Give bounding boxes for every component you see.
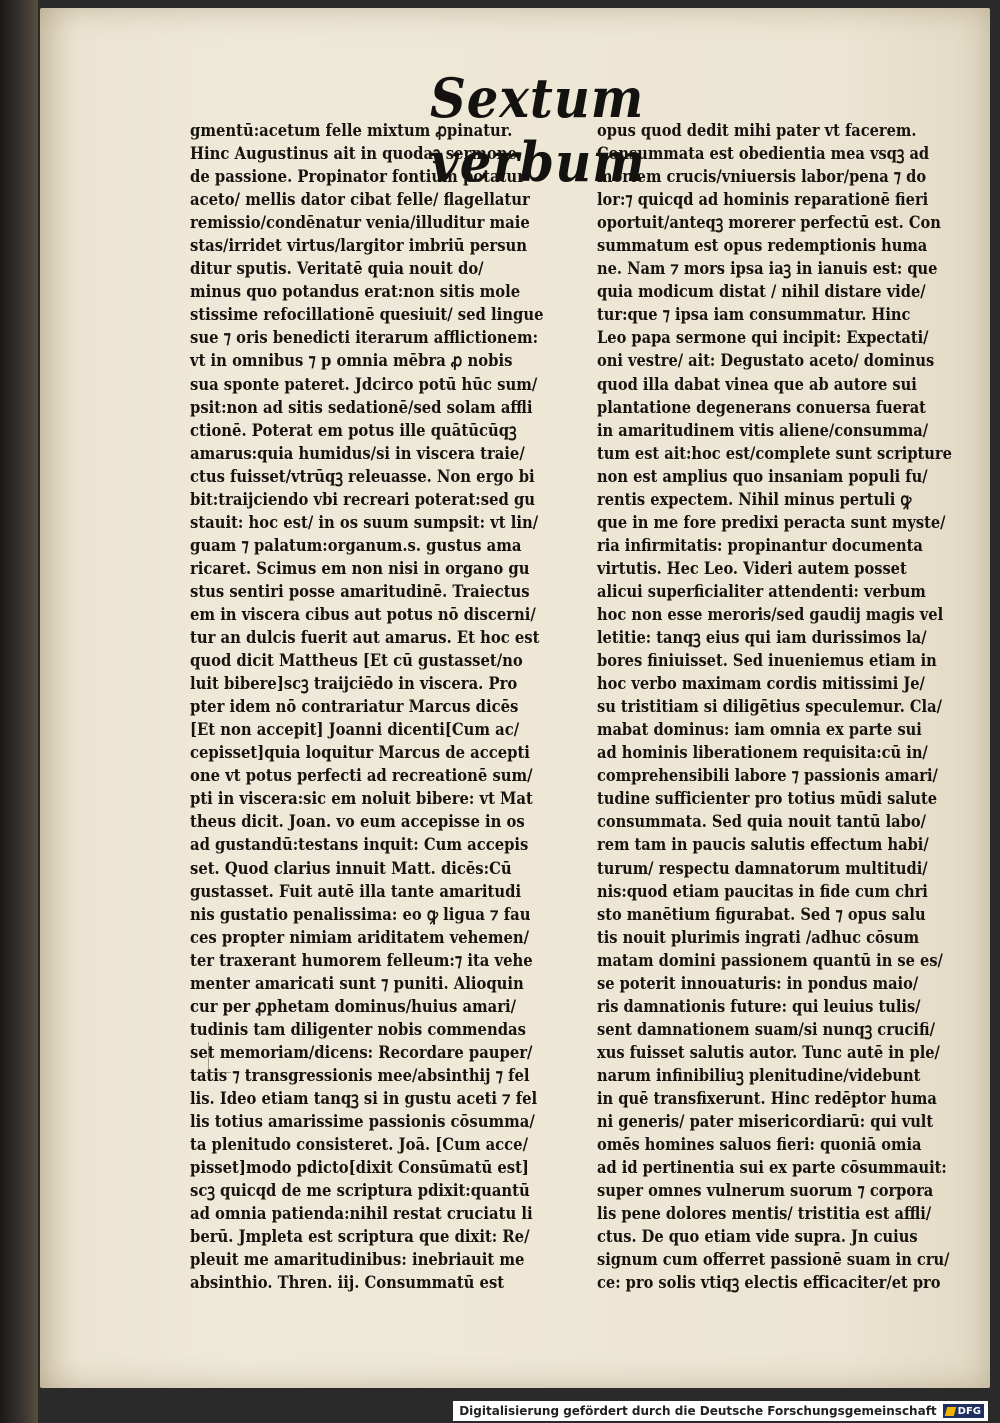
text-line: menter amaricati sunt ⁊ puniti. Alioquin	[190, 973, 524, 994]
text-line: letitie: tanqꝫ eius qui iam durissimos la/	[597, 628, 927, 649]
text-line: ad id pertinentia sui ex parte cōsummauit:	[597, 1158, 947, 1179]
text-line: ctus. De quo etiam vide supra. Jn cuius	[597, 1227, 918, 1248]
text-line: comprehensibili labore ⁊ passionis amari/	[597, 766, 938, 787]
dfg-mark-icon	[944, 1407, 955, 1416]
text-line: remissio/condēnatur venia/illuditur maie	[190, 213, 530, 234]
text-line: lis totius amarissime passionis cōsumma/	[190, 1112, 535, 1133]
text-line: de passione. Propinator fontium potatur	[190, 167, 525, 188]
text-line: mortem crucis/vniuersis labor/pena ⁊ do	[597, 167, 927, 188]
text-line: psit:non ad sitis sedationē/sed solam affli	[190, 397, 533, 418]
text-line: minus quo potandus erat:non sitis mole	[190, 282, 521, 303]
text-line: stas/irridet virtus/largitor imbriū persun	[190, 236, 528, 257]
text-line: vt in omnibus ⁊ p omnia mēbra ꝓ nobis	[190, 351, 513, 372]
text-line: tatis ⁊ transgressionis mee/absinthij ⁊ fel	[190, 1065, 530, 1086]
text-line: consummata. Sed quia nouit tantū labo/	[597, 812, 926, 833]
text-line: in amaritudinem vitis aliene/consumma/	[597, 420, 929, 441]
text-line: tur an dulcis fuerit aut amarus. Et hoc est	[190, 628, 540, 649]
text-line: one vt potus perfecti ad recreationē sum/	[190, 766, 533, 787]
dfg-logo-text: DFG	[957, 1405, 981, 1417]
text-line: quod dicit Mattheus [Et cū gustasset/no	[190, 651, 523, 672]
text-line: aceto/ mellis dator cibat felle/ flagellatur	[190, 190, 530, 211]
text-line: ter traxerant humorem felleum:⁊ ita vehe	[190, 950, 533, 971]
text-line: tis nouit plurimis ingrati /adhuc cōsum	[597, 927, 920, 948]
text-line: ne. Nam ⁊ mors ipsa iaꝫ in ianuis est: que	[597, 259, 938, 280]
text-line: virtutis. Hec Leo. Videri autem posset	[597, 558, 907, 579]
text-line: ctus fuisset/vtrūqꝫ releuasse. Non ergo bi	[190, 466, 535, 487]
text-line: ad hominis liberationem requisita:cū in/	[597, 743, 928, 764]
text-line: lis pene dolores mentis/ tristitia est affli/	[597, 1204, 932, 1225]
text-line: sue ⁊ oris benedicti iterarum afflictionem:	[190, 328, 539, 349]
footer-text: Digitalisierung gefördert durch die Deutsche Forschungsgemeinschaft	[459, 1404, 937, 1418]
text-line: luit bibere]scꝫ traijciēdo in viscera. Pro	[190, 674, 518, 695]
text-line: sto manētium figurabat. Sed ⁊ opus salu	[597, 904, 926, 925]
text-line: quod illa dabat vinea que ab autore sui	[597, 374, 917, 395]
text-line: absinthio. Thren. iij. Consummatū est	[190, 1273, 505, 1294]
text-line: ta plenitudo consisteret. Joā. [Cum acce/	[190, 1135, 528, 1156]
marginal-mark	[208, 1042, 231, 1073]
text-line: gustasset. Fuit autē illa tante amaritudi	[190, 881, 522, 902]
text-line: set memoriam/dicens: Recordare pauper/	[190, 1042, 533, 1063]
text-line: omēs homines saluos fieri: quoniā omia	[597, 1135, 922, 1156]
text-line: sent damnationem suam/si nunqꝫ crucifi/	[597, 1019, 935, 1040]
text-line: super omnes vulnerum suorum ⁊ corpora	[597, 1181, 934, 1202]
text-line: lis. Ideo etiam tanqꝫ si in gustu aceti ⁊ fel	[190, 1088, 538, 1109]
running-header: Sextum verbum	[430, 66, 646, 194]
text-line: pter idem nō contrariatur Marcus dicēs	[190, 697, 519, 718]
text-column-left	[190, 120, 585, 1295]
text-line: [Et non accepit] Joanni dicenti[Cum ac/	[190, 720, 520, 741]
text-line: plantatione degenerans conuersa fuerat	[597, 397, 926, 418]
text-line: ris damnationis future: qui leuius tulis/	[597, 996, 921, 1017]
text-line: ricaret. Scimus em non nisi in organo gu	[190, 558, 530, 579]
funding-footer	[453, 1401, 988, 1421]
text-line: se poterit innouaturis: in pondus maio/	[597, 973, 919, 994]
text-line: ces propter nimiam ariditatem vehemen/	[190, 927, 530, 948]
text-line: bores finiuisset. Sed inueniemus etiam in	[597, 651, 937, 672]
text-line: ad omnia patienda:nihil restat cruciatu li	[190, 1204, 533, 1225]
text-line: turum/ respectu damnatorum multitudi/	[597, 858, 928, 879]
text-line: nis:quod etiam paucitas in fide cum chri	[597, 881, 928, 902]
text-line: theus dicit. Joan. vo eum accepisse in os	[190, 812, 525, 833]
text-line: rentis expectem. Nihil minus pertuli ꝙ	[597, 489, 912, 510]
text-line: ad gustandū:testans inquit: Cum accepis	[190, 835, 529, 856]
text-line: non est amplius quo insaniam populi fu/	[597, 466, 928, 487]
text-line: hoc verbo maximam cordis mitissimi Je/	[597, 674, 925, 695]
text-line: stissime refocillationē quesiuit/ sed lingue	[190, 305, 544, 326]
text-line: bit:traijciendo vbi recreari poterat:sed gu	[190, 489, 536, 510]
text-line: quia modicum distat / nihil distare vide/	[597, 282, 926, 303]
text-line: mabat dominus: iam omnia ex parte sui	[597, 720, 922, 741]
dfg-logo-icon	[943, 1404, 984, 1418]
text-line: set. Quod clarius innuit Matt. dicēs:Cū	[190, 858, 512, 879]
text-line: oni vestre/ ait: Degustato aceto/ dominus	[597, 351, 935, 372]
text-line: em in viscera cibus aut potus nō discerni/	[190, 604, 536, 625]
text-line: oportuit/anteqꝫ morerer perfectū est. Con	[597, 213, 941, 234]
text-line: matam domini passionem quantū in se es/	[597, 950, 943, 971]
text-line: pti in viscera:sic em noluit bibere: vt Mat	[190, 789, 533, 810]
text-line: pisset]modo pdicto[dixit Consūmatū est]	[190, 1158, 529, 1179]
text-line: que in me fore predixi peracta sunt myste/	[597, 512, 946, 533]
text-line: alicui superficialiter attendenti: verbum	[597, 581, 926, 602]
text-line: ditur sputis. Veritatē quia nouit do/	[190, 259, 484, 280]
text-line: su tristitiam si diligētius speculemur. Cla/	[597, 697, 942, 718]
text-line: summatum est opus redemptionis huma	[597, 236, 928, 257]
text-line: cepisset]quia loquitur Marcus de accepti	[190, 743, 530, 764]
text-line: opus quod dedit mihi pater vt facerem.	[597, 121, 917, 141]
text-line: guam ⁊ palatum:organum.s. gustus ama	[190, 535, 522, 556]
text-line: amarus:quia humidus/si in viscera traie/	[190, 443, 525, 464]
text-line: Consummata est obedientia mea vsqꝫ ad	[597, 144, 930, 165]
text-line: in quē transfixerunt. Hinc redēptor huma	[597, 1088, 937, 1109]
text-line: signum cum offerret passionē suam in cru/	[597, 1250, 950, 1271]
text-line: tudinis tam diligenter nobis commendas	[190, 1019, 526, 1040]
text-line: berū. Jmpleta est scriptura que dixit: Re/	[190, 1227, 530, 1248]
text-line: stauit: hoc est/ in os suum sumpsit: vt lin/	[190, 512, 539, 533]
text-column-right	[597, 120, 957, 1295]
text-line: stus sentiri posse amaritudinē. Traiectus	[190, 581, 530, 602]
text-line: ce: pro solis vtiqꝫ electis efficaciter/et pro	[597, 1273, 941, 1294]
text-line: tum est ait:hoc est/complete sunt scripture	[597, 443, 952, 464]
text-line: sua sponte pateret. Jdcirco potū hūc sum/	[190, 374, 538, 395]
text-line: scꝫ quicqd de me scriptura pdixit:quantū	[190, 1181, 530, 1202]
text-line: Leo papa sermone qui incipit: Expectati/	[597, 328, 929, 349]
text-line: tur:que ⁊ ipsa iam consummatur. Hinc	[597, 305, 911, 326]
text-line: ni generis/ pater misericordiarū: qui vult	[597, 1112, 934, 1133]
text-line: ria infirmitatis: propinantur documenta	[597, 535, 923, 556]
text-line: pleuit me amaritudinibus: inebriauit me	[190, 1250, 525, 1271]
text-line: nis gustatio penalissima: eo ꝙ ligua ⁊ fau	[190, 904, 531, 925]
text-line: xus fuisset salutis autor. Tunc autē in ple/	[597, 1042, 940, 1063]
text-line: lor:⁊ quicqd ad hominis reparationē fieri	[597, 190, 929, 211]
text-line: gmentū:acetum felle mixtum ꝓpinatur.	[190, 121, 513, 141]
text-line: hoc non esse meroris/sed gaudij magis vel	[597, 604, 944, 625]
text-line: narum infinibiliuꝫ plenitudine/videbunt	[597, 1065, 921, 1086]
book-binding-edge	[0, 0, 38, 1423]
text-line: cur per ꝓphetam dominus/huius amari/	[190, 996, 517, 1017]
text-line: ctionē. Poterat em potus ille quātūcūqꝫ	[190, 420, 517, 441]
text-line: rem tam in paucis salutis effectum habi/	[597, 835, 929, 856]
text-line: Hinc Augustinus ait in quodaꝫ sermone	[190, 144, 517, 165]
text-line: tudine sufficienter pro totius mūdi salute	[597, 789, 938, 810]
